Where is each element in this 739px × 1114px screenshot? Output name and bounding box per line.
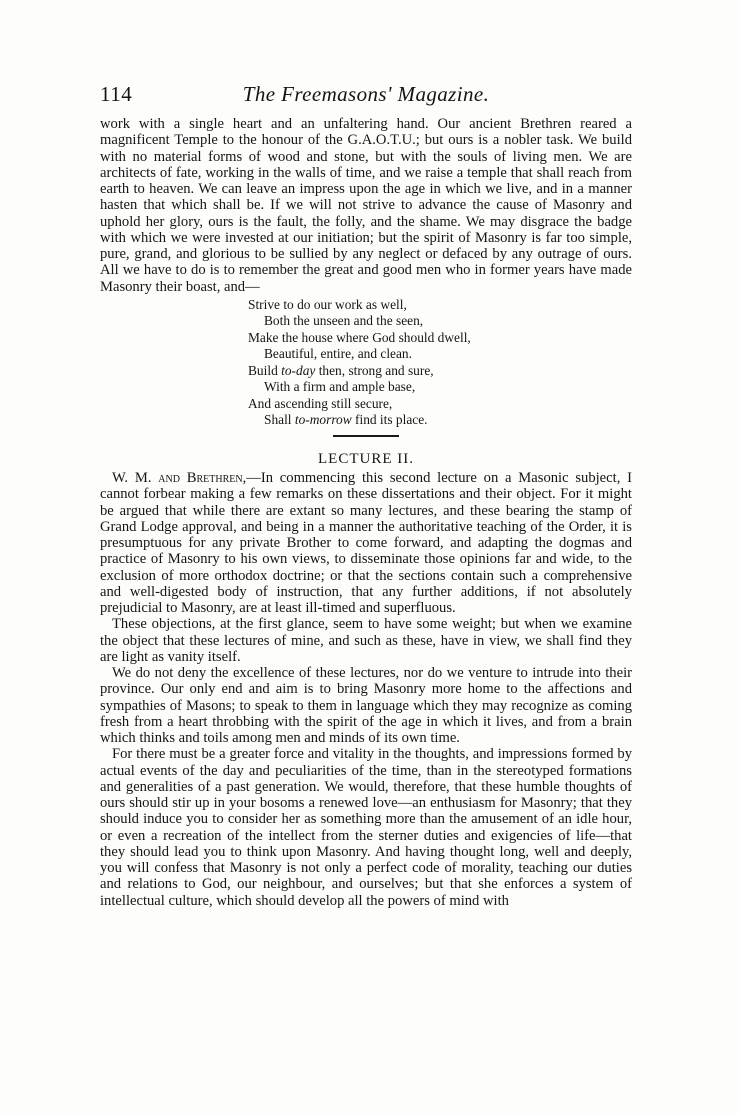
verse-stanza: [248, 297, 632, 429]
verse-line: Both the unseen and the seen,: [264, 313, 424, 329]
section-divider: [333, 435, 399, 437]
verse-line: Make the house where God should dwell,: [248, 329, 471, 345]
paragraph: For there must be a greater force and vitality in the thoughts, and impressions formed by actual events of the day and peculiarities of the time, than in the stereotyped formations and generalities of a past generation. We would, therefore, that these humble thoughts of ours should stir up in your bosoms a renewed love—an enthusiasm for Masonry; that they should induce you to consider her as something more than the amusement of an idle hour, or even a recreation of the intellect from the sterner duties and exigencies of life—that they should lead you to think upon Masonry. And having thought long, well and deeply, you will confess that Masonry is not only a perfect code of morality, teaching our duties and relations to God, our neighbour, and ourselves; but that she enforces a system of intellectual culture, which should develop all the powers of mind with: [100, 746, 632, 909]
verse-text: Build: [248, 362, 282, 378]
paragraph-text: —In commencing this second lecture on a Masonic subject, I cannot forbear making a few remarks on these dissertations and their object. For it might be argued that while there are extant so many lectures, and these bearing the stamp of Grand Lodge approval, and being in a manner the authoritative teaching of the Order, it is presumptuous for any private Brother to come forward, and adapting the dogmas and practice of Masonry to his own views, to disseminate those opinions far and wide, to the exclusion of more orthodox doctrine; or that the sections contain such a comprehensive and well-digested body of instruction, that any further additions, if not absolutely prejudicial to Masonry, are at least ill-timed and superfluous.: [100, 470, 632, 616]
paragraph: We do not deny the excellence of these lectures, nor do we venture to intrude into their province. Our only end and aim is to bring Masonry more home to the affections and sympathies of Masons; to speak to them in language which they may recognize as coming fresh from a heart throbbing with the spirit of the age in which it lives, and from a brain which thinks and toils among men and minds of its own time.: [100, 665, 632, 746]
verse-line: And ascending still secure,: [248, 395, 393, 411]
running-title: The Freemasons' Magazine.: [242, 82, 490, 106]
salutation: W. M. and Brethren,: [112, 470, 247, 486]
verse-line: Beautiful, entire, and clean.: [264, 346, 412, 362]
verse-text: Shall: [264, 412, 295, 428]
paragraph: These objections, at the first glance, seem to have some weight; but when we examine the object that these lectures of mine, and such as these, have in view, we shall find they are light as vanity itself.: [100, 616, 632, 665]
verse-line: [248, 363, 632, 380]
verse-emphasis: to-morrow: [294, 412, 352, 428]
lecture-heading: LECTURE II.: [318, 450, 414, 467]
verse-line: [248, 412, 632, 429]
verse-line: With a firm and ample base,: [264, 379, 416, 395]
verse-text: find its place.: [351, 412, 428, 428]
opening-paragraph: work with a single heart and an unfaltering hand. Our ancient Brethren reared a magnificent Temple to the honour of the G.A.O.T.U.; but ours is a nobler task. We build with no material forms of wood and stone, but with the souls of living men. We are architects of fate, working in the walls of time, and we raise a temple that shall reach from earth to heaven. We can leave an impress upon the age in which we live, and in a manner hasten that which shall be. If we will not strive to advance the cause of Masonry and uphold her glory, ours is the fault, the folly, and the shame. We may disgrace the badge with which we were invested at our initiation; but the spirit of Masonry is far too simple, pure, grand, and glorious to be sullied by any neglect or defaced by any outrage of ours. All we have to do is to remember the great and good men who in former years have made Masonry their boast, and—: [100, 116, 632, 295]
page-number: 114: [100, 82, 133, 106]
paragraph: [100, 470, 632, 616]
verse-line: Strive to do our work as well,: [248, 296, 407, 312]
article-body: [100, 116, 632, 909]
verse-emphasis: to-day: [281, 362, 316, 378]
page-header: [100, 82, 632, 112]
verse-text: then, strong and sure,: [315, 362, 434, 378]
